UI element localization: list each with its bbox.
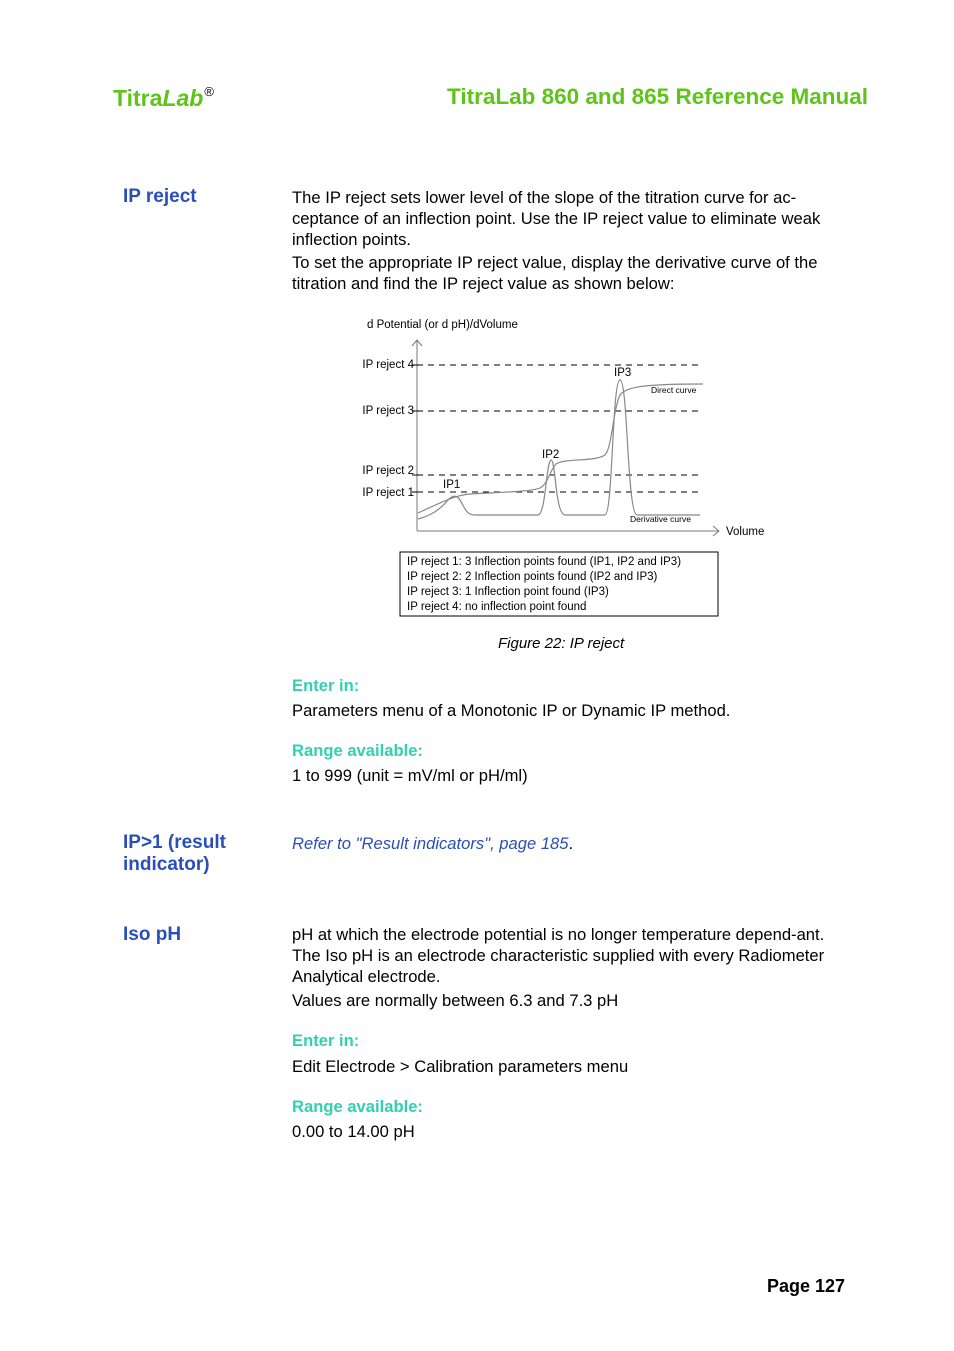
level-label-1: IP reject 1 <box>362 487 414 499</box>
peak-label-ip1: IP1 <box>443 479 461 491</box>
ip-result-reference <box>292 833 837 854</box>
legend-line-4: IP reject 4: no inflection point found <box>407 601 587 613</box>
iso-ph-paragraph-1: pH at which the electrode potential is no longer temperature depend-ant. The Iso pH is an electrode characteristic supplied with every Radiometer Analytical electrode. <box>292 925 825 986</box>
term-ip-result-line-1: IP>1 (result <box>123 832 226 853</box>
figure-caption: Figure 22: IP reject <box>498 635 625 652</box>
logo-text-italic: Lab <box>162 85 204 111</box>
ip-reject-enter-in-value: Parameters menu of a Monotonic IP or Dynamic IP method. <box>292 701 731 720</box>
document-title: TitraLab 860 and 865 Reference Manual <box>447 84 869 109</box>
y-axis-label: d Potential (or d pH)/dVolume <box>367 319 518 331</box>
level-label-2: IP reject 2 <box>362 465 414 477</box>
reference-suffix: . <box>568 834 574 853</box>
derivative-curve-label: Derivative curve <box>630 514 691 524</box>
level-label-3: IP reject 3 <box>362 405 414 417</box>
iso-ph-range-value: 0.00 to 14.00 pH <box>292 1122 415 1141</box>
iso-ph-enter-in-label: Enter in: <box>292 1031 360 1050</box>
legend-line-3: IP reject 3: 1 Inflection point found (IP3) <box>407 586 609 598</box>
logo-text-main: Titra <box>113 85 163 111</box>
iso-ph-paragraph-2: Values are normally between 6.3 and 7.3 pH <box>292 991 619 1010</box>
ip-reject-paragraph-1: The IP reject sets lower level of the slope of the titration curve for ac-ceptance of an inflection point. Use the IP reject value to eliminate weak inflection points. <box>292 188 821 249</box>
page-number: Page 127 <box>767 1276 846 1296</box>
x-axis-label: Volume <box>726 526 765 538</box>
legend-line-1: IP reject 1: 3 Inflection points found (IP1, IP2 and IP3) <box>407 556 682 568</box>
result-indicators-link[interactable]: Refer to "Result indicators", page 185 <box>292 834 569 853</box>
term-ip-result-line-2: indicator) <box>123 854 210 875</box>
peak-label-ip2: IP2 <box>542 449 560 461</box>
ip-reject-enter-in-label: Enter in: <box>292 676 360 695</box>
iso-ph-range-label: Range available: <box>292 1097 423 1116</box>
term-ip-reject: IP reject <box>123 186 197 207</box>
ip-reject-paragraph-2: To set the appropriate IP reject value, display the derivative curve of the titration and find the IP reject value as shown below: <box>292 253 818 293</box>
term-ip-result-indicator <box>123 832 226 876</box>
direct-curve <box>418 384 703 513</box>
ip-reject-range-label: Range available: <box>292 741 423 760</box>
iso-ph-enter-in-value: Edit Electrode > Calibration parameters menu <box>292 1057 629 1076</box>
term-iso-ph: Iso pH <box>123 924 182 945</box>
registered-mark: ® <box>204 84 214 99</box>
level-label-4: IP reject 4 <box>362 359 414 371</box>
legend-line-2: IP reject 2: 2 Inflection points found (IP2 and IP3) <box>407 571 658 583</box>
ip-reject-range-value: 1 to 999 (unit = mV/ml or pH/ml) <box>292 766 528 785</box>
direct-curve-label: Direct curve <box>651 385 697 395</box>
peak-label-ip3: IP3 <box>614 367 632 379</box>
